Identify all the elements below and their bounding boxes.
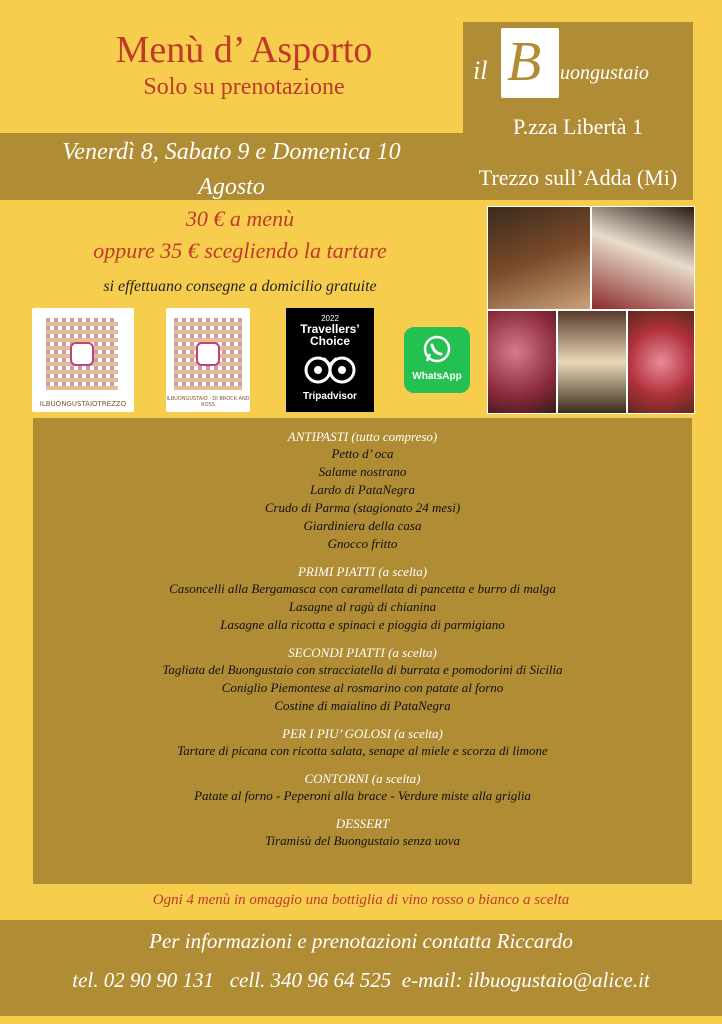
section-primi-title: PRIMI PIATTI (a scelta): [297, 564, 428, 579]
section-secondi-title: SECONDI PIATTI (a scelta): [288, 645, 437, 660]
brand-logo-letter: B: [507, 31, 542, 93]
menu-content: [33, 428, 692, 850]
section-dessert-title: DESSERT: [335, 816, 390, 831]
date-line-2: Agosto: [198, 174, 265, 200]
section-contorni-title: CONTORNI (a scelta): [304, 771, 421, 786]
tripadvisor-badge[interactable]: [286, 308, 374, 412]
photo-salami: [487, 310, 557, 414]
trip-line-1: Travellers’: [300, 322, 360, 336]
footer-info: Per informazioni e prenotazioni contatta Riccardo: [149, 929, 573, 953]
address-city: Trezzo sull’Adda (Mi): [478, 165, 678, 190]
list-item: Patate al forno - Peperoni alla brace - Verdure miste alla griglia: [194, 788, 531, 803]
whatsapp-icon: [422, 334, 452, 364]
brand-prefix: il: [473, 56, 488, 85]
page-subtitle: Solo su prenotazione: [143, 74, 345, 100]
brand-panel: [463, 22, 693, 200]
list-item: Coniglio Piemontese al rosmarino con patate al forno: [221, 680, 504, 695]
date-line-1: Venerdì 8, Sabato 9 e Domenica 10: [62, 139, 401, 165]
list-item: Costine di maialino di PataNegra: [274, 698, 451, 713]
list-item: Lardo di PataNegra: [310, 482, 415, 497]
brand-logo-row: [463, 22, 693, 107]
title-block: [28, 20, 460, 130]
menu-panel: [33, 418, 692, 884]
trip-brand: Tripadvisor: [303, 391, 357, 402]
qr-caption: ILBUONGUSTAIOTREZZO: [39, 400, 127, 408]
price-menu: 30 € a menù: [185, 206, 295, 231]
wine-offer: Ogni 4 menù in omaggio una bottiglia di vino rosso o bianco a scelta: [152, 892, 570, 908]
owl-icon: [302, 352, 358, 386]
photo-restaurant-interior: [487, 206, 591, 310]
photo-deli-counter: [557, 310, 627, 414]
trip-year: 2022: [321, 314, 339, 323]
list-item: Salame nostrano: [318, 464, 407, 479]
whatsapp-label: WhatsApp: [412, 371, 462, 382]
delivery-note: si effettuano consegne a domicilio gratuite: [103, 278, 377, 295]
bottom-stripe: [0, 1016, 722, 1024]
list-item: Casoncelli alla Bergamasca con caramellata di pancetta e burro di malga: [169, 581, 556, 596]
footer-phone-email: tel. 02 90 90 131 cell. 340 96 64 525 e-mail: ilbuogustaio@alice.it: [72, 968, 650, 992]
list-item: Crudo di Parma (stagionato 24 mesi): [264, 500, 461, 515]
brand-name: uongustaio: [560, 62, 649, 84]
section-antipasti-title: ANTIPASTI (tutto compreso): [287, 429, 438, 444]
instagram-qr-code-2[interactable]: [166, 308, 250, 412]
date-band: [0, 133, 463, 200]
instagram-icon: [196, 342, 220, 366]
page-title: Menù d’ Asporto: [115, 29, 373, 71]
section-golosi-title: PER I PIU’ GOLOSI (a scelta): [282, 726, 443, 741]
photo-cheese-platter: [591, 206, 695, 310]
list-item: Gnocco fritto: [327, 536, 398, 551]
list-item: Giardiniera della casa: [303, 518, 422, 533]
whatsapp-button[interactable]: [404, 327, 470, 393]
instagram-icon: [70, 342, 94, 366]
list-item: Lasagne alla ricotta e spinaci e pioggia di parmigiano: [220, 617, 505, 632]
list-item: Lasagne al ragù di chianina: [288, 599, 437, 614]
trip-line-2: Choice: [309, 334, 350, 348]
footer-contacts: [0, 920, 722, 1016]
list-item: Tagliata del Buongustaio con stracciatella di burrata e pomodorini di Sicilia: [162, 662, 563, 677]
list-item: Petto d’ oca: [331, 446, 394, 461]
instagram-qr-code[interactable]: [32, 308, 134, 412]
address-street: P.zza Libertà 1: [512, 114, 644, 139]
list-item: Tartare di picana con ricotta salata, senape al miele e scorza di limone: [177, 743, 548, 758]
qr-caption: ILBUONGUSTAIO · DI BROCK AND ROSS: [166, 396, 250, 408]
brand-logo: [501, 28, 559, 98]
price-tartare: oppure 35 € scegliendo la tartare: [93, 238, 387, 263]
list-item: Tiramisù del Buongustaio senza uova: [264, 833, 460, 848]
photo-cured-meats: [627, 310, 695, 414]
